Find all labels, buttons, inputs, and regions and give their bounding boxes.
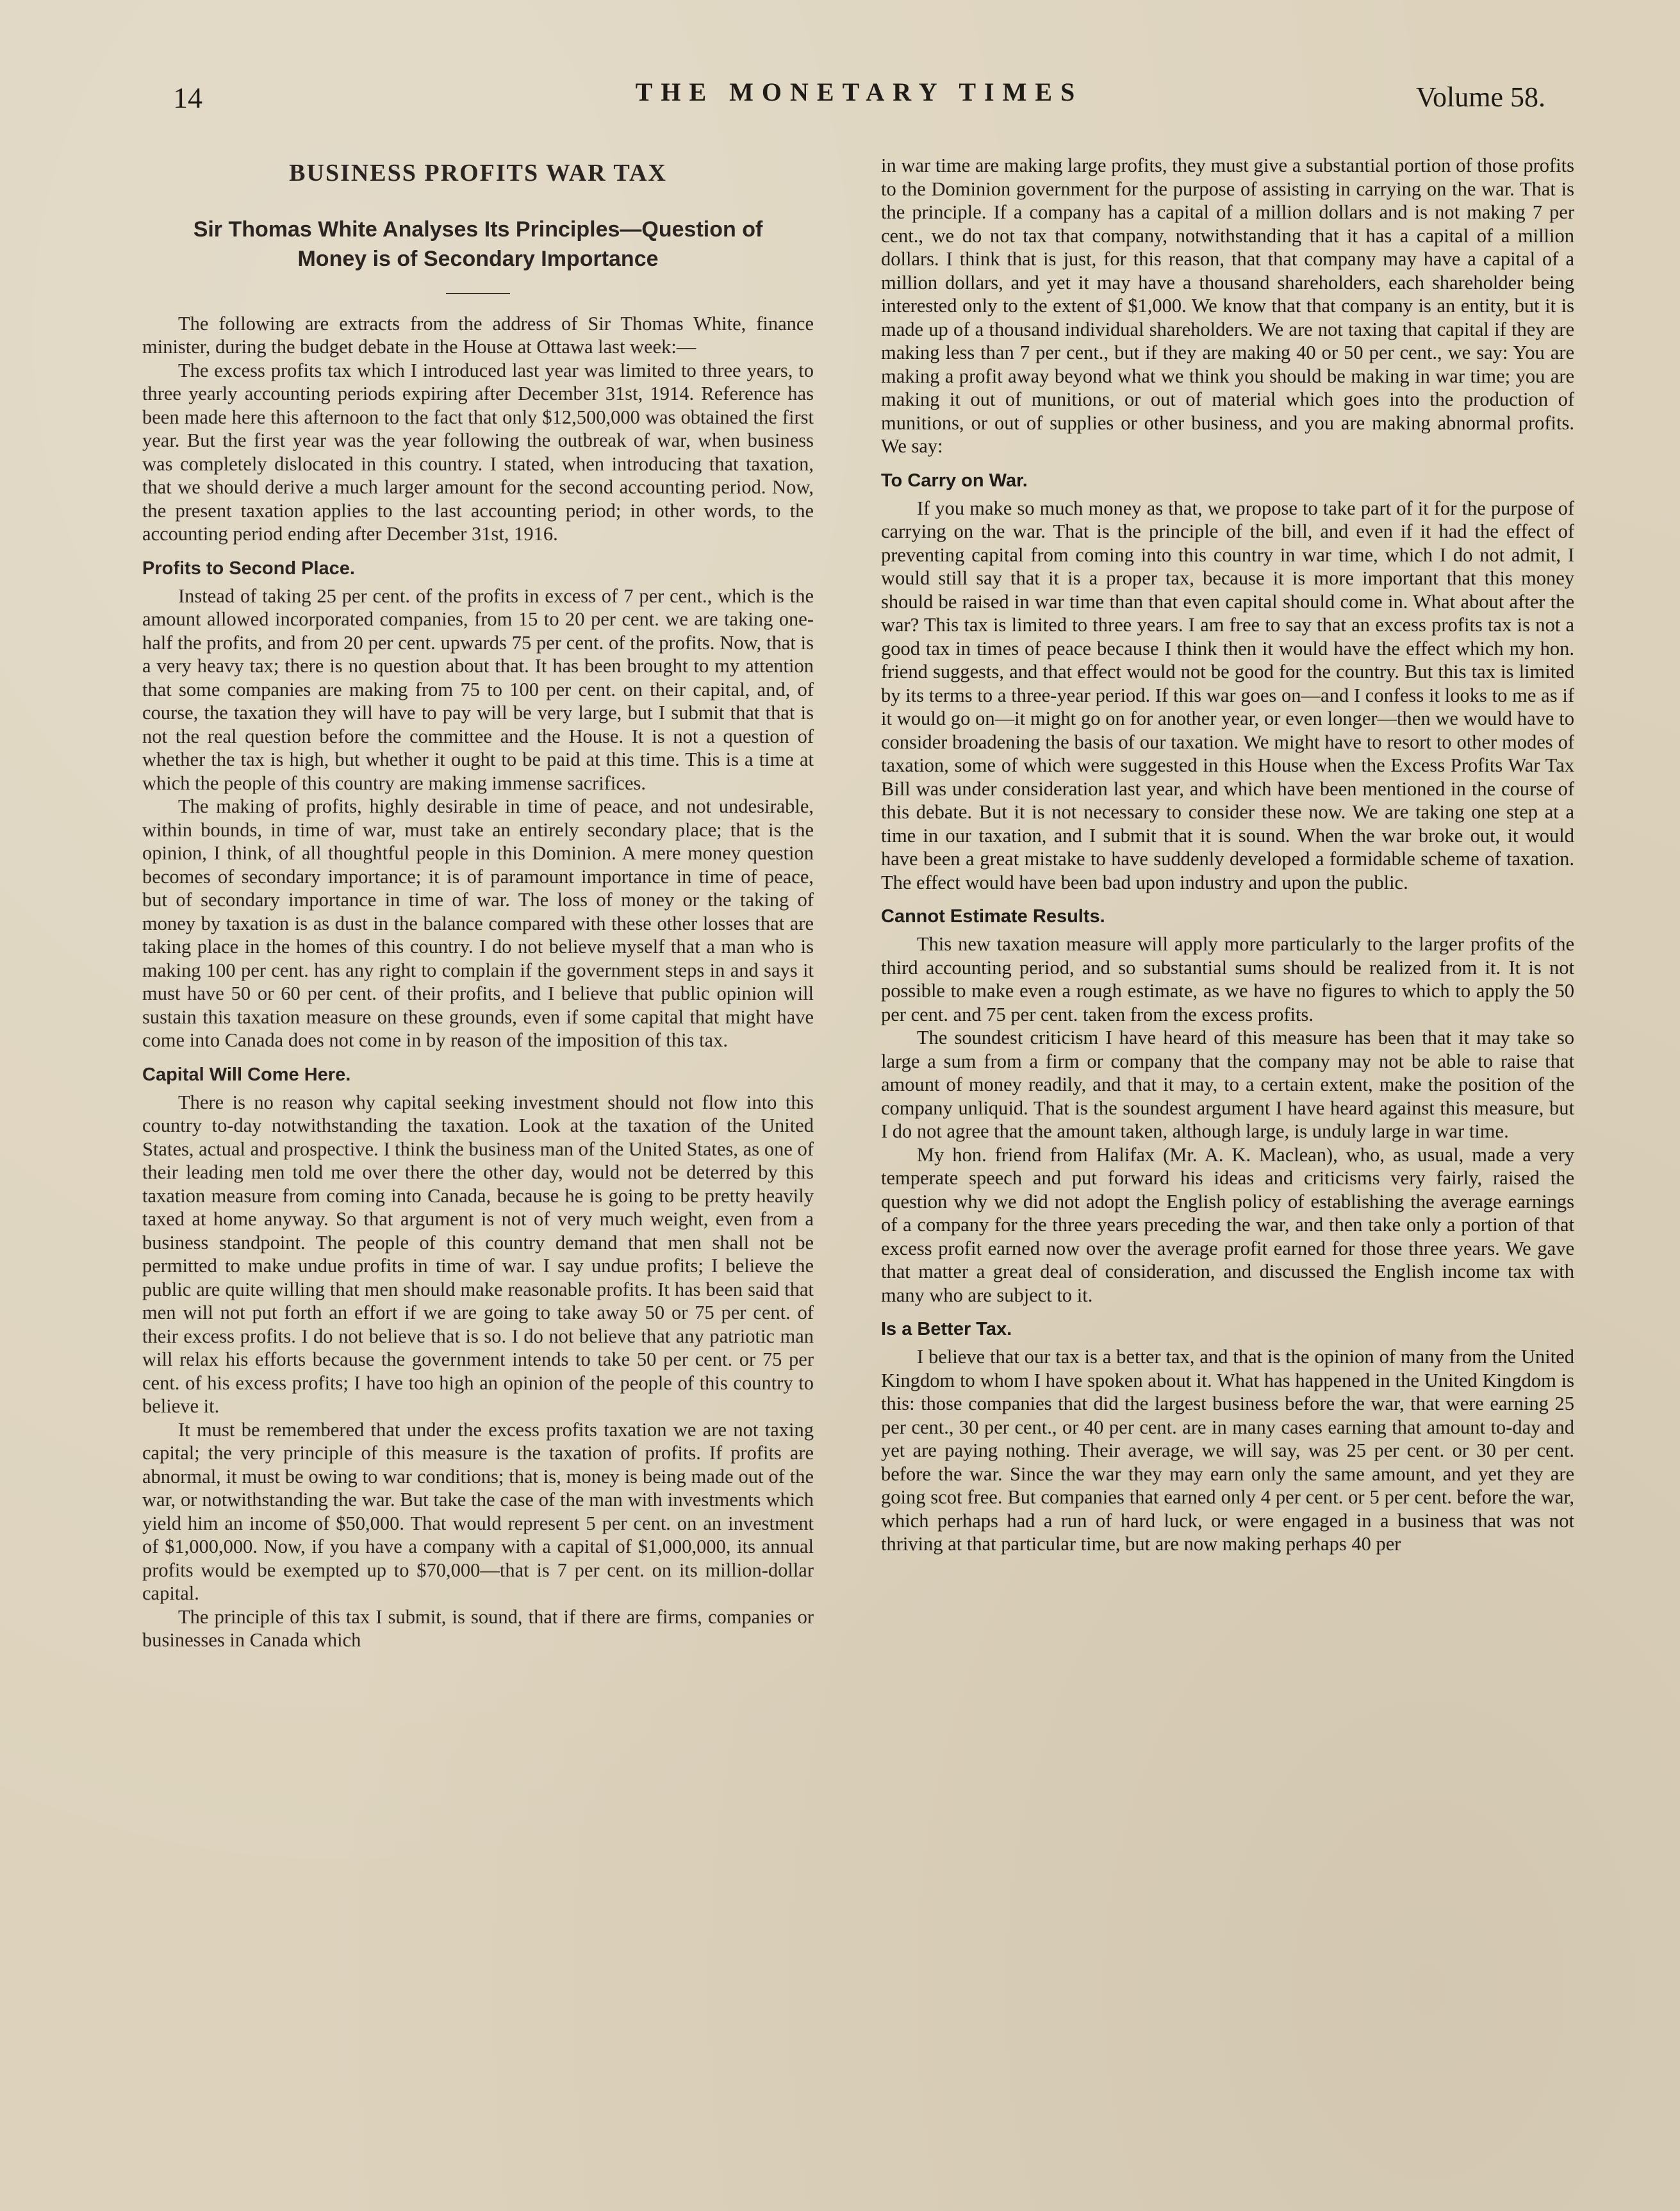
paragraph: This new taxation measure will apply more particularly to the larger profits of the third accounting period, and so substantial sums should be realized from it. It is not possible to make even a rough estimate, as we have no figures to which to apply the 50 per cent. and 75 per cent. taken from the excess profits.	[881, 933, 1574, 1025]
paragraph: The soundest criticism I have heard of this measure has been that it may take so large a sum from a firm or company that the company may not be able to raise that amount of money readily, and that it may, to a certain extent, make the position of the company unliquid. That is the soundest argument I have heard against this measure, but I do not agree that the amount taken, although large, is unduly large in war time.	[881, 1027, 1574, 1142]
masthead: THE MONETARY TIMES	[635, 78, 1083, 106]
running-head	[173, 76, 1545, 120]
paragraph: Instead of taking 25 per cent. of the profits in excess of 7 per cent., which is the amount allowed incorporated companies, from 15 to 20 per cent. we are taking one-half the profits, and from 20 per cent. upwards 75 per cent. of the profits. Now, that is a very heavy tax; there is no question about that. It has been brought to my attention that some companies are making from 75 to 100 per cent. on their capital, and, of course, the taxation they will have to pay will be very large, but I submit that that is not the real question before the committee and the House. It is not a question of whether the tax is high, but whether it ought to be paid at this time. This is a time at which the people of this country are making immense sacrifices.	[142, 584, 814, 794]
left-column	[142, 154, 814, 2160]
page-number: 14	[173, 81, 202, 114]
paragraph: in war time are making large profits, they must give a substantial portion of those profits to the Dominion government for the purpose of assisting in carrying on the war. That is the principle. If a company has a capital of a million dollars and is not making 7 per cent., we do not tax that company, notwithstanding that it has a capital of a million dollars. I think that is just, for this reason, that that company may have a capital of a million dollars, and yet it may have a thousand shareholders, each shareholder being interested only to the extent of $1,000. We know that that company is an entity, but it is made up of a thousand individual shareholders. We are not taxing that capital if they are making less than 7 per cent., but if they are making 40 or 50 per cent., we say: You are making a profit away beyond what we think you should be making in war time; you are making it out of munitions, or out of material which goes into the production of munitions, or out of supplies or other business, and you are making abnormal profits. We say:	[881, 154, 1574, 457]
section-heading: To Carry on War.	[881, 470, 1028, 491]
paragraph: If you make so much money as that, we propose to take part of it for the purpose of carrying on the war. That is the principle of the bill, and even if it had the effect of preventing capital from coming into this country in war time, which I do not admit, I would still say that it is a proper tax, because it is more important that this money should be raised in war time than that even capital should come in. What about after the war? This tax is limited to three years. I am free to say that an excess profits tax is not a good tax in times of peace because I think then it would have the effect which my hon. friend suggests, and that effect would not be good for the country. But this tax is limited by its terms to a three-year period. If this war goes on—and I confess it looks to me as if it would go on—it might go on for another year, or even longer—then we would have to consider broadening the basis of our taxation. We might have to resort to other modes of taxation, some of which were suggested in this House when the Excess Profits War Tax Bill was under consideration last year, and which have been mentioned in the course of this debate. But it is not necessary to consider these now. We are taking one step at a time in our taxation, and I submit that it is sound. When the war broke out, it would have been a great mistake to have suddenly developed a formidable scheme of taxation. The effect would have been bad upon industry and upon the public.	[881, 497, 1574, 893]
section-heading: Capital Will Come Here.	[142, 1064, 351, 1085]
paragraph: The principle of this tax I submit, is sound, that if there are firms, companies or businesses in Canada which	[142, 1605, 814, 1651]
volume-label: Volume 58.	[1415, 81, 1545, 113]
paragraph: There is no reason why capital seeking investment should not flow into this country to-day notwithstanding the taxation. Look at the taxation of the United States, actual and prospective. I think the business man of the United States, as one of their leading men told me over there the other day, would not be deterred by this taxation measure from coming into Canada, because he is going to be pretty heavily taxed at home anyway. So that argument is not of very much weight, even from a business standpoint. The people of this country demand that men shall not be permitted to make undue profits in time of war. I say undue profits; I believe the public are quite willing that men should make reasonable profits. It has been said that men will not put forth an effort if we are going to take away 50 or 75 per cent. of their excess profits. I do not believe that is so. I do not believe that any patriotic man will relax his efforts because the government intends to take 50 per cent. or 75 per cent. of his excess profits; I have too high an opinion of the people of this country to believe it.	[142, 1091, 814, 1417]
section-heading: Cannot Estimate Results.	[881, 906, 1105, 927]
paragraph: The making of profits, highly desirable in time of peace, and not undesirable, within bounds, in time of war, must take an entirely secondary place; that is the opinion, I think, of all thoughtful people in this Dominion. A mere money question becomes of secondary importance; it is of paramount importance in time of peace, but of secondary importance in time of war. The loss of money or the taking of money by taxation is as dust in the balance compared with these other losses that are taking place in the homes of this country. I do not believe myself that a man who is making 100 per cent. has any right to complain if the government steps in and says it must have 50 or 60 per cent. of their profits, and I believe that public opinion will sustain this taxation measure on these grounds, even if some capital that might have come into Canada does not come in by reason of the imposition of this tax.	[142, 795, 814, 1051]
paragraph: The excess profits tax which I introduced last year was limited to three years, to three yearly accounting periods expiring after December 31st, 1914. Reference has been made here this afternoon to the fact that only $12,500,000 was obtained the first year. But the first year was the year following the outbreak of war, when business was completely dislocated in this country. I stated, when introducing that taxation, that we should derive a much larger amount for the second accounting period. Now, the present taxation applies to the last accounting period; in other words, to the accounting period ending after December 31st, 1916.	[142, 359, 814, 545]
paragraph: The following are extracts from the address of Sir Thomas White, finance minister, during the budget debate in the House at Ottawa last week:—	[142, 312, 814, 358]
paragraph: I believe that our tax is a better tax, and that is the opinion of many from the United Kingdom to whom I have spoken about it. What has happened in the United Kingdom is this: those companies that did the largest business before the war, that were earning 25 per cent., 30 per cent., or 40 per cent. are in many cases earning that amount to-day and yet are paying nothing. Their average, we will say, was 25 per cent. or 30 per cent. before the war. Since the war they may earn only the same amount, and yet they are going scot free. But companies that earned only 4 per cent. or 5 per cent. before the war, which perhaps had a run of hard luck, or were engaged in a business that was not thriving at that particular time, but are now making perhaps 40 per	[881, 1346, 1574, 1555]
paragraph: My hon. friend from Halifax (Mr. A. K. Maclean), who, as usual, made a very temperate speech and put forward his ideas and criticisms very fairly, raised the question why we did not adopt the English policy of establishing the average earnings of a company for the three years preceding the war, and then take only a portion of that excess profit earned now over the average profit earned for those three years. We gave that matter a great deal of consideration, and discussed the English income tax with many who are subject to it.	[881, 1143, 1574, 1306]
paragraph: It must be remembered that under the excess profits taxation we are not taxing capital; the very principle of this measure is the taxation of profits. If profits are abnormal, it must be owing to war conditions; that is, money is being made out of the war, or notwithstanding the war. But take the case of the man with investments which yield him an income of $50,000. That would represent 5 per cent. on an investment of $1,000,000. Now, if you have a company with a capital of $1,000,000, its annual profits would be exempted up to $70,000—that is 7 per cent. on its million-dollar capital.	[142, 1418, 814, 1604]
right-column	[881, 154, 1574, 2160]
article-subtitle: Sir Thomas White Analyses Its Principles—Question of Money is of Secondary Importance	[193, 217, 763, 271]
title-rule	[446, 293, 510, 294]
section-heading: Profits to Second Place.	[142, 558, 355, 579]
article-title: BUSINESS PROFITS WAR TAX	[289, 160, 667, 186]
section-heading: Is a Better Tax.	[881, 1319, 1012, 1339]
